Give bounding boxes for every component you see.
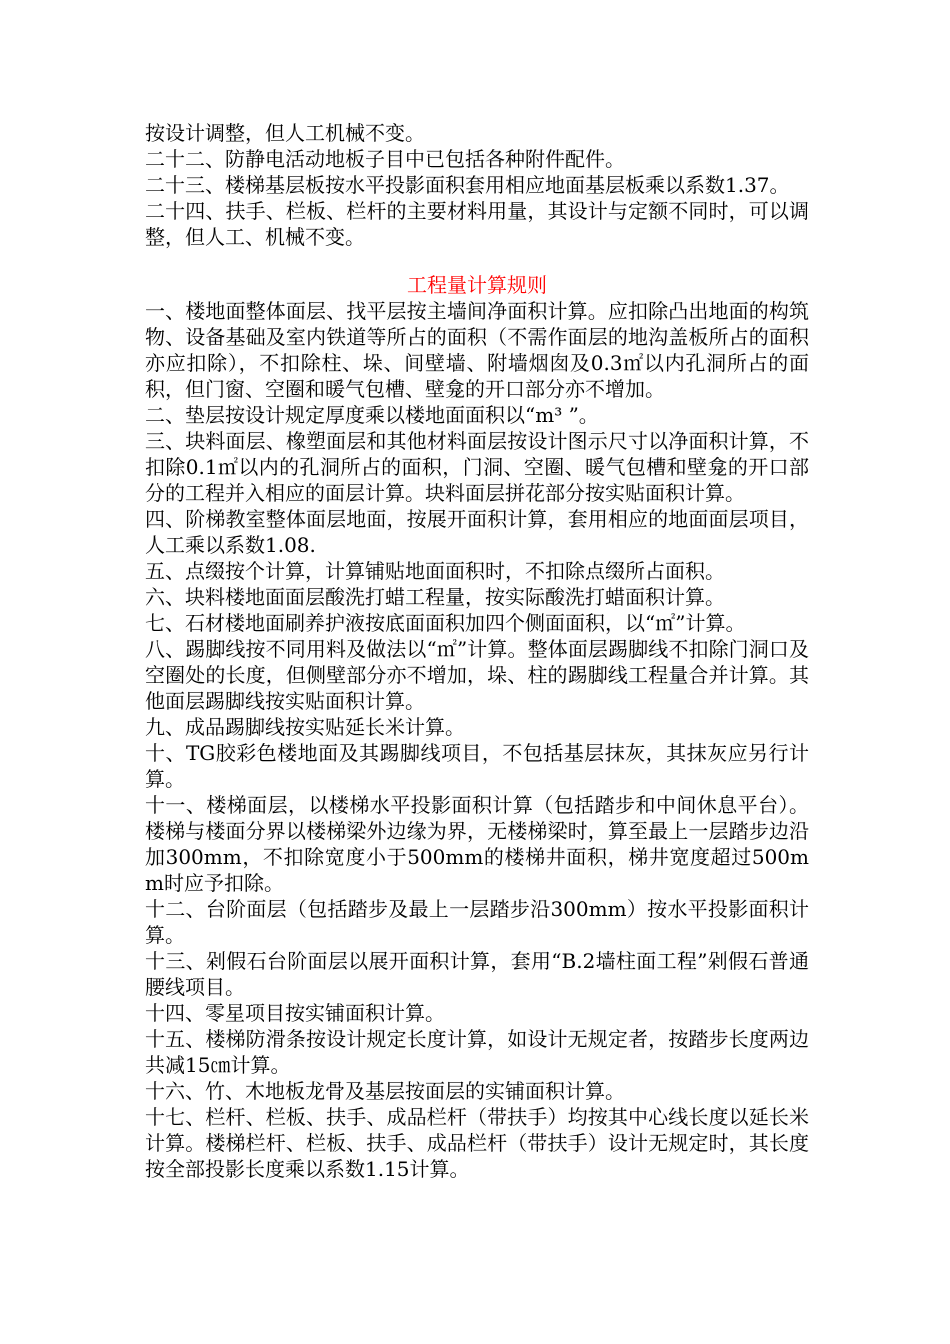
rule-item: 五、点缀按个计算，计算铺贴地面面积时，不扣除点缀所占面积。 [145, 559, 725, 583]
rule-item: 十一、楼梯面层，以楼梯水平投影面积计算（包括踏步和中间休息平台）。楼梯与楼面分界以楼梯梁外边缘为界，无楼梯梁时，算至最上一层踏步边沿加300mm，不扣除宽度小于500mm的楼梯井面积，梯井宽度超过500mm时应予扣除。 [145, 793, 809, 895]
rule-item: 三、块料面层、橡塑面层和其他材料面层按设计图示尺寸以净面积计算，不扣除0.1㎡以内的孔洞所占的面积，门洞、空圈、暖气包槽和壁龛的开口部分的工程并入相应的面层计算。块料面层拼花部分按实贴面积计算。 [145, 429, 809, 505]
rule-item: 十、TG胶彩色楼地面及其踢脚线项目，不包括基层抹灰，其抹灰应另行计算。 [145, 741, 809, 791]
rules-list [145, 298, 809, 1182]
intro-block [145, 120, 809, 250]
rule-item: 十七、栏杆、栏板、扶手、成品栏杆（带扶手）均按其中心线长度以延长米计算。楼梯栏杆、栏板、扶手、成品栏杆（带扶手）设计无规定时，其长度按全部投影长度乘以系数1.15计算。 [145, 1105, 809, 1181]
rule-item: 八、踢脚线按不同用料及做法以“㎡”计算。整体面层踢脚线不扣除门洞口及空圈处的长度，但侧壁部分亦不增加，垛、柱的踢脚线工程量合并计算。其他面层踢脚线按实贴面积计算。 [145, 637, 809, 713]
intro-paragraph: 二十三、楼梯基层板按水平投影面积套用相应地面基层板乘以系数1.37。 [145, 173, 790, 197]
rule-item: 九、成品踢脚线按实贴延长米计算。 [145, 715, 465, 739]
rule-item: 十五、楼梯防滑条按设计规定长度计算，如设计无规定者，按踏步长度两边共减15㎝计算。 [145, 1027, 809, 1077]
rule-item: 七、石材楼地面刷养护液按底面面积加四个侧面面积，以“㎡”计算。 [145, 611, 746, 635]
intro-paragraph: 二十二、防静电活动地板子目中已包括各种附件配件。 [145, 147, 625, 171]
rule-item: 十六、竹、木地板龙骨及基层按面层的实铺面积计算。 [145, 1079, 625, 1103]
rule-item: 十三、剁假石台阶面层以展开面积计算，套用“B.2墙柱面工程”剁假石普通腰线项目。 [145, 949, 809, 999]
section-title: 工程量计算规则 [407, 273, 547, 297]
rule-item: 二、垫层按设计规定厚度乘以楼地面面积以“m³ ”。 [145, 403, 599, 427]
rule-item: 十二、台阶面层（包括踏步及最上一层踏步沿300mm）按水平投影面积计算。 [145, 897, 809, 947]
rule-item: 一、楼地面整体面层、找平层按主墙间净面积计算。应扣除凸出地面的构筑物、设备基础及室内铁道等所占的面积（不需作面层的地沟盖板所占的面积亦应扣除），不扣除柱、垛、间壁墙、附墙烟囱及0.3㎡以内孔洞所占的面积，但门窗、空圈和暖气包槽、壁龛的开口部分亦不增加。 [145, 299, 809, 401]
intro-paragraph: 二十四、扶手、栏板、栏杆的主要材料用量，其设计与定额不同时，可以调整，但人工、机械不变。 [145, 199, 809, 249]
rule-item: 四、阶梯教室整体面层地面，按展开面积计算，套用相应的地面面层项目，人工乘以系数1.08. [145, 507, 809, 557]
intro-paragraph: 按设计调整，但人工机械不变。 [145, 121, 425, 145]
rule-item: 六、块料楼地面面层酸洗打蜡工程量，按实际酸洗打蜡面积计算。 [145, 585, 725, 609]
rule-item: 十四、零星项目按实铺面积计算。 [145, 1001, 445, 1025]
document-page [145, 120, 809, 1182]
